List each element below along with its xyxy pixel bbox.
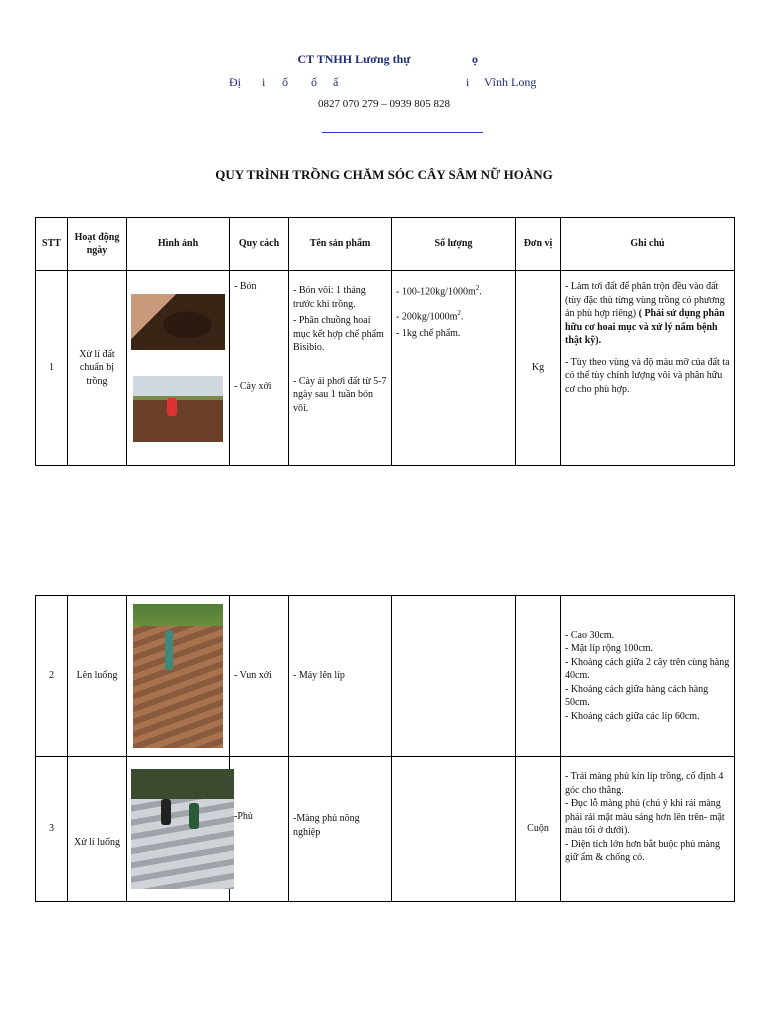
field-furrows-image <box>133 604 223 748</box>
soil-in-hands-image <box>131 294 225 350</box>
column-header: STT <box>36 218 68 271</box>
address-part: i <box>466 75 470 89</box>
row-product: - Bón vôi: 1 tháng trước khi trồng. - Phân chuồng hoai mục kết hợp chế phẩm Bisibio. - Cày ải phơi đất từ 5-7 ngày sau 1 tuần bón vôi. <box>289 271 392 466</box>
row-product: - Máy lên líp <box>289 596 392 757</box>
column-header: Hoạt động ngày <box>68 218 127 271</box>
row-activity: Xử lí đất chuẩn bị trồng <box>68 271 127 466</box>
table-header-row <box>36 218 735 271</box>
row-spec: - Bón - Cày xới <box>230 271 289 466</box>
row-spec: - Vun xới <box>230 596 289 757</box>
company-phone: 0827 070 279 – 0939 805 828 <box>318 98 450 110</box>
company-name-tail: ọ <box>472 52 478 66</box>
row-unit: Cuộn <box>516 757 561 902</box>
row-number: 3 <box>36 757 68 902</box>
row-number: 1 <box>36 271 68 466</box>
row-images <box>127 757 230 902</box>
row-spec: -Phủ <box>230 757 289 902</box>
column-header: Tên sản phẩm <box>289 218 392 271</box>
row-unit: Kg <box>516 271 561 466</box>
row-activity: Lên luống <box>68 596 127 757</box>
row-images <box>127 596 230 757</box>
address-part: ấ <box>333 75 339 89</box>
row-quantity <box>392 596 516 757</box>
row-product: -Màng phủ nông nghiệp <box>289 757 392 902</box>
tilling-machine-image <box>133 376 223 442</box>
column-header: Đơn vị <box>516 218 561 271</box>
document-title: QUY TRÌNH TRỒNG CHĂM SÓC CÂY SÂM NỮ HOÀNG <box>215 167 553 182</box>
row-notes: - Cao 30cm. - Mặt líp rộng 100cm. - Khoảng cách giữa 2 cây trên cùng hàng 40cm. - Khoảng cách giữa hàng cách hàng 50cm. - Khoảng cách giữa các líp 60cm. <box>561 596 735 757</box>
row-notes: - Làm tơi đất để phân trộn đều vào đất (tùy đặc thù từng vùng trồng có phương án phù hợp riêng) ( Phải sử dụng phân hữu cơ hoai mục và xử lý nấm bệnh thật kỹ). - Tùy theo vùng và độ màu mỡ của đất ta có thể tùy chỉnh lượng vôi và phân hữu cơ cho phù hợp. <box>561 271 735 466</box>
row-activity: Xử lí luống <box>68 757 127 902</box>
address-part: Vĩnh Long <box>484 75 537 89</box>
row-quantity: - $100-120kg/1000m^2$. - $200kg/1000m^2$. - 1kg chế phẩm. <box>392 271 516 466</box>
row-unit <box>516 596 561 757</box>
address-part: ố <box>282 75 288 89</box>
row-notes: - Trải màng phủ kín líp trồng, cố định 4 góc cho thẳng. - Đục lỗ màng phủ (chú ý khi rải màng phải rải mặt màu sáng hơn lên trên- mặt màu tối ở dưới). - Diện tích lớn hơn bắt buộc phủ màng giữ ẩm & chống cỏ. <box>561 757 735 902</box>
table-row <box>36 757 735 902</box>
column-header: Hình ảnh <box>127 218 230 271</box>
address-part: Đị <box>229 75 241 89</box>
row-images <box>127 271 230 466</box>
header-divider <box>322 132 483 133</box>
mulch-film-image <box>131 769 234 889</box>
column-header: Ghi chú <box>561 218 735 271</box>
company-name: CT TNHH Lương thự ọ <box>297 52 478 66</box>
address-part: i <box>262 75 266 89</box>
process-table-part-1 <box>35 217 735 466</box>
column-header: Quy cách <box>230 218 289 271</box>
row-quantity <box>392 757 516 902</box>
table-row <box>36 596 735 757</box>
row-number: 2 <box>36 596 68 757</box>
table-row <box>36 271 735 466</box>
address-part: ố <box>311 75 317 89</box>
column-header: Số lượng <box>392 218 516 271</box>
process-table-part-2 <box>35 595 735 902</box>
